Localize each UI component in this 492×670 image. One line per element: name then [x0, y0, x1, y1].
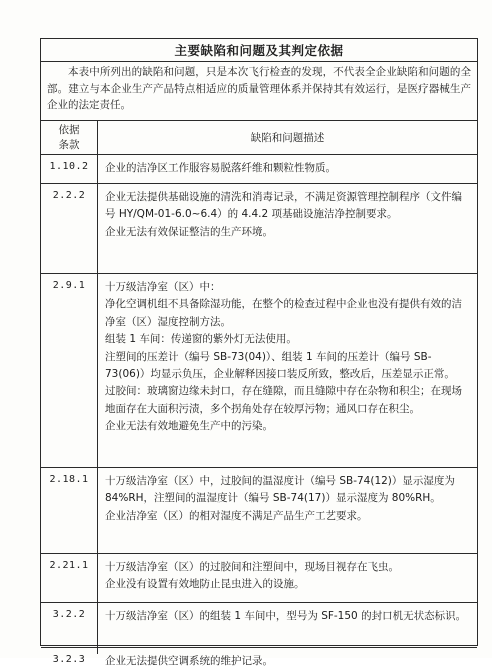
description-line: 企业无法提供基础设施的清洗和消毒记录，不满足资源管理控制程序（文件编号 HY/QM-01-6.0~6.4）的 4.4.2 项基础设施洁净控制要求。 [105, 191, 462, 221]
description-line: 企业没有设置有效地防止昆虫进入的设施。 [105, 578, 305, 591]
table-title: 主要缺陷和问题及其判定依据 [41, 39, 477, 62]
row-description [105, 653, 471, 670]
description-line: 过胶间：玻璃窗边缘未封口，存在缝隙，而且缝隙中存在杂物和积尘；在现场地面存在大面积污渍，多个拐角处存在较厚污物；通风口存在积尘。 [105, 385, 462, 415]
row-basis: 3.2.2 [41, 603, 98, 647]
description-line: 十万级洁净室（区）中，过胶间的温湿度计（编号 SB-74(12)）显示湿度为 84%RH，注塑间的温湿度计（编号 SB-74(17)）显示湿度为 80%RH。 [105, 475, 455, 505]
description-line: 企业无法提供空调系统的维护记录。 [105, 655, 273, 667]
column-header-basis-text: 依据条款 [58, 124, 80, 151]
description-line: 十万级洁净室（区）中： [105, 281, 221, 293]
table-row [41, 274, 477, 468]
description-line: 企业的洁净区工作服容易脱落纤维和颗粒性物质。 [105, 162, 336, 174]
description-line: 十万级洁净室（区）的组装 1 车间中，型号为 SF-150 的封口机无状态标识。 [105, 610, 467, 622]
description-line: 净化空调机组不具备除湿功能，在整个的检查过程中企业也没有提供有效的洁净室（区）湿度控制方法。 [105, 298, 462, 328]
column-header-basis [41, 121, 98, 155]
row-basis: 2.9.1 [41, 274, 98, 467]
table-row [41, 603, 477, 648]
row-basis: 3.2.3 [41, 648, 98, 654]
row-description [105, 189, 471, 241]
table-row [41, 554, 477, 603]
description-line: 企业无法有效地避免生产中的污染。 [105, 420, 273, 433]
description-line: 企业无法有效保证整洁的生产环境。 [105, 225, 273, 238]
row-description [105, 473, 471, 525]
row-basis: 1.10.2 [41, 155, 98, 183]
row-basis: 2.18.1 [41, 468, 98, 553]
description-line: 注塑间的压差计（编号 SB-73(04)）、组装 1 车间的压差计（编号 SB-73(06)）均显示负压，企业解释因接口装反所致，整改后，压差显示正常。 [105, 350, 455, 381]
description-line: 十万级洁净室（区）的过胶间和注塑间中，现场目视存在飞虫。 [105, 561, 399, 573]
row-basis: 2.21.1 [41, 554, 98, 602]
defects-table [40, 38, 478, 667]
row-description [105, 279, 471, 436]
column-header-description: 缺陷和问题描述 [98, 121, 477, 155]
row-description [105, 160, 471, 177]
intro-paragraph: 本表中所列出的缺陷和问题，只是本次飞行检查的发现，不代表全企业缺陷和问题的全部。建立与本企业生产产品特点相适应的质量管理体系并保持其有效运行，是医疗器械生产企业的法定责任。 [41, 62, 477, 121]
table-row [41, 184, 477, 274]
description-line: 企业洁净室（区）的相对湿度不满足产品生产工艺要求。 [105, 509, 368, 522]
row-basis: 2.2.2 [41, 184, 98, 273]
table-row [41, 155, 477, 184]
row-description [105, 608, 471, 625]
table-body [41, 155, 477, 667]
table-row [41, 468, 477, 554]
description-line: 组装 1 车间：传递窗的紫外灯无法使用。 [105, 333, 297, 346]
row-description [105, 559, 471, 594]
